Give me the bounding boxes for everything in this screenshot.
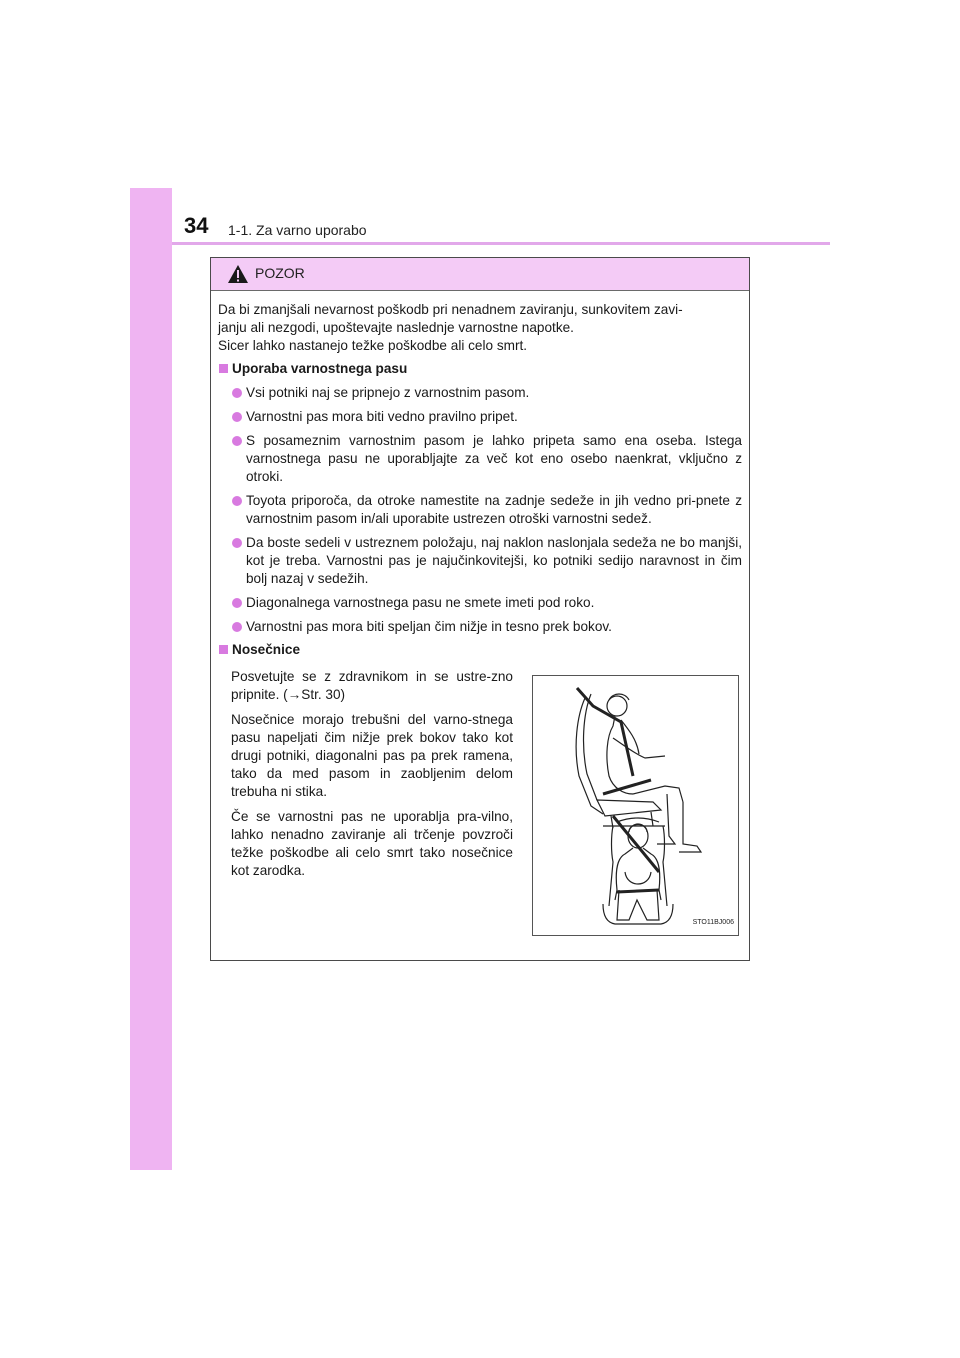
bullet-text: Vsi potniki naj se pripnejo z varnostnim pasom. [246,385,530,400]
heading-text: Uporaba varnostnega pasu [232,361,408,376]
page-number: 34 [184,213,209,238]
bullet-text: Da boste sedeli v ustreznem položaju, naj naklon naslonjala sedeža ne bo manjši, kot je treba. Varnostni pas je najučinkovitejši, ko potniki sedijo naravnost in čim bolj nazaj v sedežih. [246,535,742,586]
heading-text: Nosečnice [232,642,301,657]
round-bullet-icon [232,598,242,608]
warning-intro [218,301,742,355]
warning-triangle-icon [227,264,249,284]
bullet-item [218,534,742,588]
pregnant-section [218,668,742,948]
round-bullet-icon [232,412,242,422]
warning-label: POZOR [255,265,305,281]
bullet-text: Varnostni pas mora biti vedno pravilno pripet. [246,409,518,424]
seatbelt-use-heading [218,360,742,378]
bullet-item [218,594,742,612]
bullet-item [218,384,742,402]
round-bullet-icon [232,622,242,632]
warning-box [210,257,750,961]
pregnant-paragraph: Posvetujte se z zdravnikom in se ustre-zno pripnite. (→Str. 30) [231,669,513,702]
warning-header [211,258,749,291]
bullet-item [218,432,742,486]
figure-id: STO11BJ006 [692,919,734,926]
bullet-text: Varnostni pas mora biti speljan čim nižje in tesno prek bokov. [246,619,612,634]
round-bullet-icon [232,436,242,446]
bullet-text: Toyota priporoča, da otroke namestite na zadnje sedeže in jih vedno pri-pnete z varnostnim pasom in/ali uporabite ustrezen otroški varnostni sedež. [246,493,742,526]
square-bullet-icon [219,364,228,373]
bullet-item [218,618,742,636]
side-tab [130,188,172,1170]
round-bullet-icon [232,388,242,398]
round-bullet-icon [232,496,242,506]
intro-line: janju ali nezgodi, upoštevajte naslednje varnostne napotke. [218,320,574,335]
pregnant-heading [218,641,742,659]
bullet-item [218,492,742,528]
section-title: 1-1. Za varno uporabo [228,222,367,238]
intro-line: Sicer lahko nastanejo težke poškodbe ali celo smrt. [218,338,528,353]
intro-line: Da bi zmanjšali nevarnost poškodb pri nenadnem zaviranju, sunkovitem zavi- [218,302,683,317]
warning-body [211,301,749,948]
pregnant-paragraph: Če se varnostni pas ne uporablja pra-vilno, lahko nenadno zaviranje ali trčenje povzroči težke poškodbe ali celo smrt tako nosečnice kot zarodka. [231,809,513,878]
round-bullet-icon [232,538,242,548]
header-divider [172,242,830,245]
pregnant-seatbelt-illustration [532,675,739,936]
bullet-text: S posameznim varnostnim pasom je lahko pripeta samo ena oseba. Istega varnostnega pasu ne uporabljajte za več kot eno osebo naenkrat, vključno z otroki. [246,433,742,484]
pregnant-text [231,668,513,887]
square-bullet-icon [219,645,228,654]
pregnant-paragraph: Nosečnice morajo trebušni del varno-stnega pasu napeljati čim nižje prek bokov tako kot drugi potniki, diagonalni pas pa prek ramena, tako da med pasom in zaobljenim delom trebuha ni stika. [231,712,513,799]
illustration-drawing [533,676,738,935]
bullet-text: Diagonalnega varnostnega pasu ne smete imeti pod roko. [246,595,595,610]
bullet-item [218,408,742,426]
